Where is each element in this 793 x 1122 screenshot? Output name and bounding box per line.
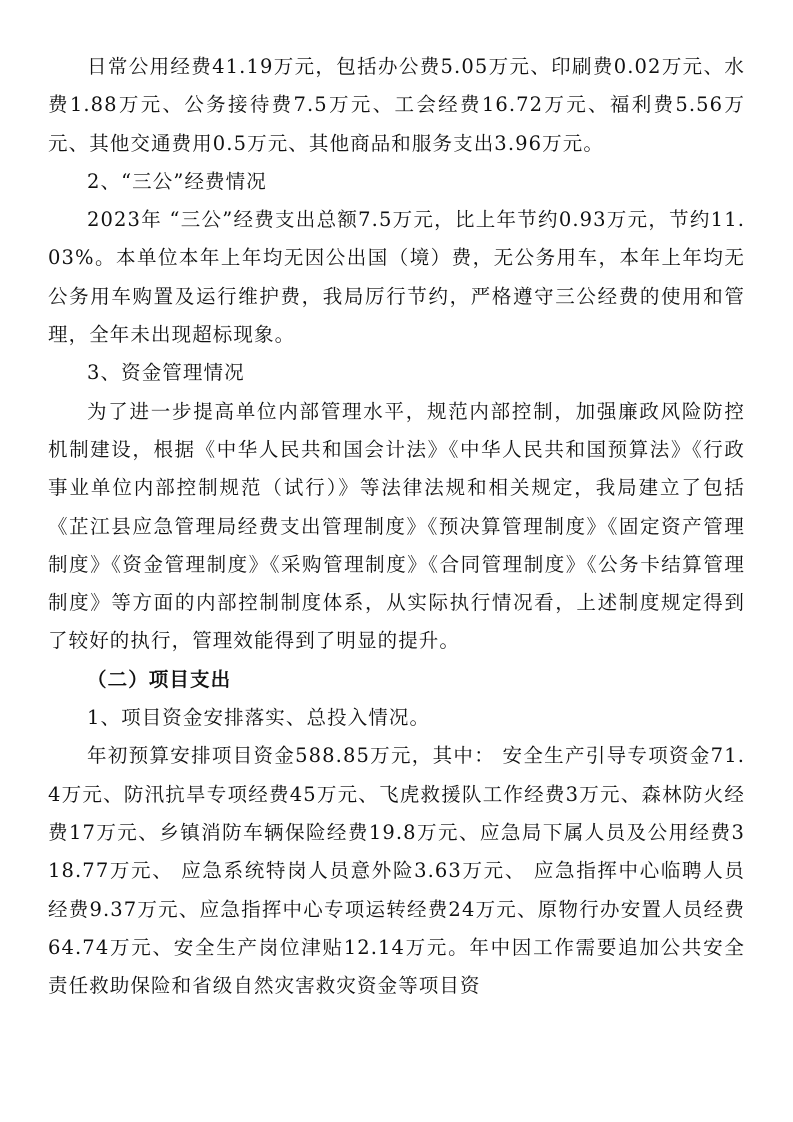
paragraph-daily-expenses: 日常公用经费41.19万元，包括办公费5.05万元、印刷费0.02万元、水费1.88万元、公务接待费7.5万元、工会经费16.72万元、福利费5.56万元、其他交通费用0.5万元、其他商品和服务支出3.96万元。	[48, 55, 745, 155]
section-heading-fund-management: 3、资金管理情况	[87, 361, 245, 385]
paragraph-fund-management: 为了进一步提高单位内部管理水平，规范内部控制，加强廉政风险防控机制建设，根据《中华人民共和国会计法》《中华人民共和国预算法》《行政事业单位内部控制规范（试行）》等法律法规和相关规定，我局建立了包括《芷江县应急管理局经费支出管理制度》《预决算管理制度》《固定资产管理制度》《资金管理制度》《采购管理制度》《合同管理制度》《公务卡结算管理制度》等方面的内部控制制度体系，从实际执行情况看，上述制度规定得到了较好的执行，管理效能得到了明显的提升。	[48, 399, 745, 653]
section-heading-project-expenditure: （二）项目支出	[87, 667, 232, 691]
document-page	[48, 48, 745, 1005]
paragraph-three-public-expenses: 2023年 “三公”经费支出总额7.5万元，比上年节约0.93万元，节约11.03%。本单位本年上年均无因公出国（境）费，无公务用车，本年上年均无公务用车购置及运行维护费，我局厉行节约，严格遵守三公经费的使用和管理，全年未出现超标现象。	[48, 208, 745, 347]
section-heading-three-public-expenses: 2、“三公”经费情况	[87, 169, 267, 193]
section-heading-project-funds: 1、项目资金安排落实、总投入情况。	[87, 706, 431, 730]
paragraph-project-budget: 年初预算安排项目资金588.85万元，其中： 安全生产引导专项资金71.4万元、防汛抗旱专项经费45万元、飞虎救援队工作经费3万元、森林防火经费17万元、乡镇消防车辆保险经费19.8万元、应急局下属人员及公用经费318.77万元、 应急系统特岗人员意外险3.63万元、 应急指挥中心临聘人员经费9.37万元、应急指挥中心专项运转经费24万元、原物行办安置人员经费64.74万元、安全生产岗位津贴12.14万元。年中因工作需要追加公共安全责任救助保险和省级自然灾害救灾资金等项目资	[48, 744, 745, 998]
